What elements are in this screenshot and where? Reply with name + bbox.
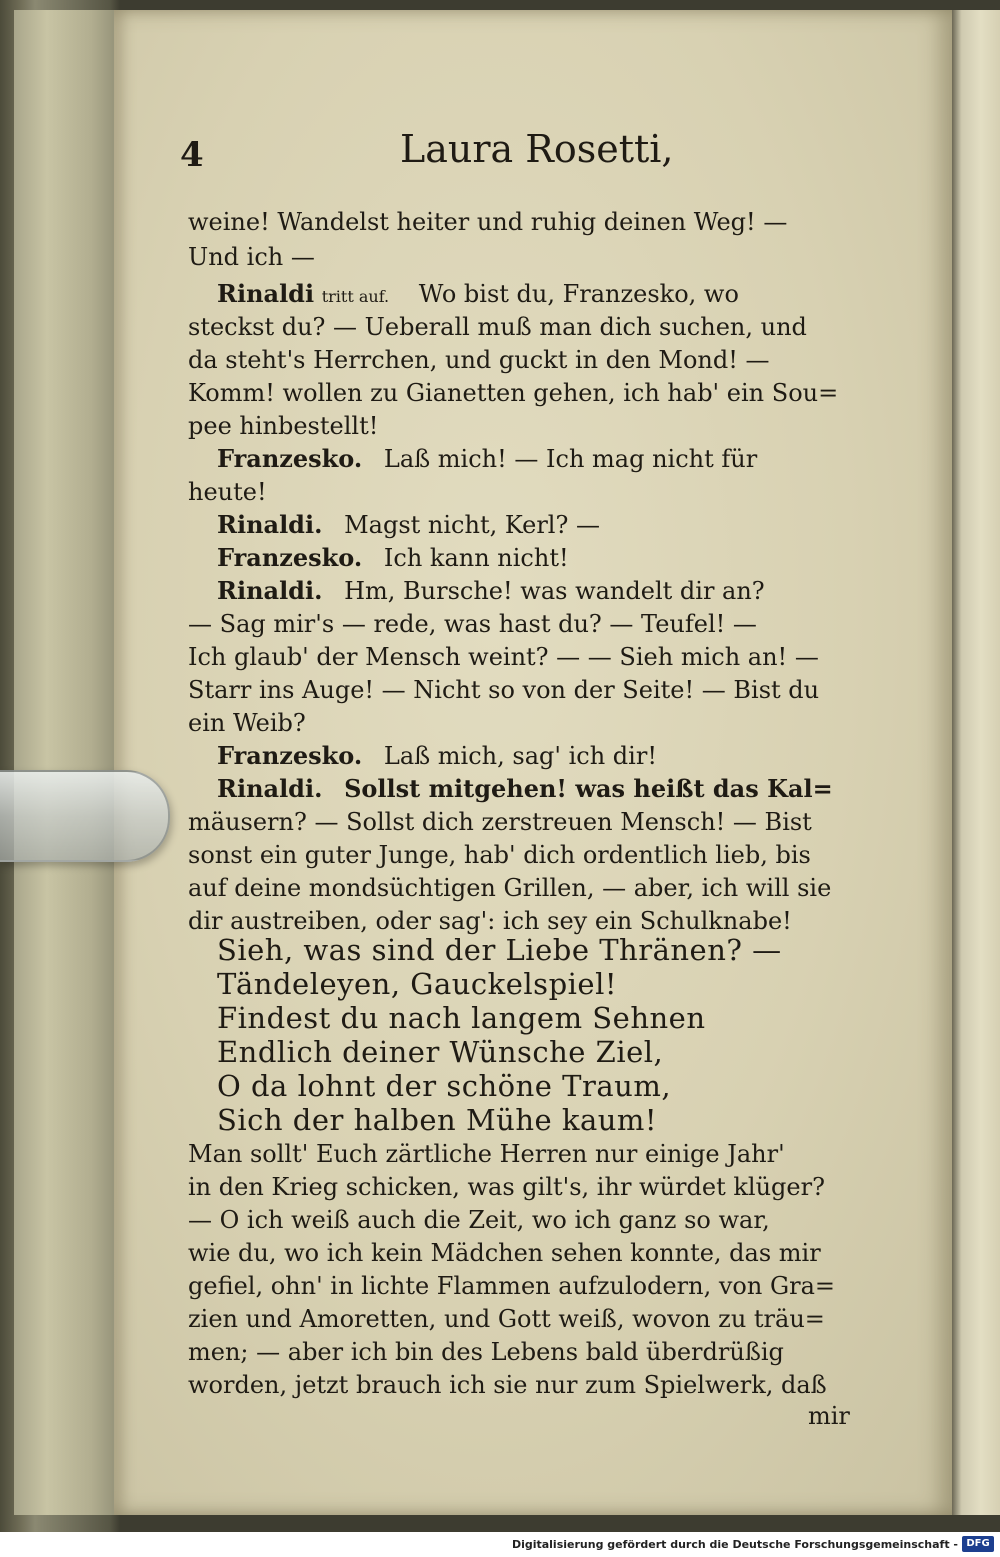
- text-line: — O ich weiß auch die Zeit, wo ich ganz so war,: [188, 1206, 770, 1234]
- text-line: da steht's Herrchen, und guckt in den Mond! —: [188, 346, 770, 374]
- speaker-name: Franzesko.: [217, 741, 363, 770]
- text-line: weine! Wandelst heiter und ruhig deinen Weg! —: [188, 208, 788, 236]
- dialogue-line: [217, 741, 657, 770]
- text-line: steckst du? — Ueberall muß man dich suchen, und: [188, 313, 807, 341]
- text-line: dir austreiben, oder sag': ich sey ein Schulknabe!: [188, 907, 792, 935]
- dialogue-text: Laß mich! — Ich mag nicht für: [383, 445, 758, 473]
- dialogue-line: [217, 279, 739, 308]
- dialogue-text: Laß mich, sag' ich dir!: [383, 742, 657, 770]
- verse-line: Findest du nach langem Sehnen: [217, 1001, 706, 1035]
- text-line: Man sollt' Euch zärtliche Herren nur einige Jahr': [188, 1140, 785, 1168]
- text-line: — Sag mir's — rede, was hast du? — Teufel! —: [188, 610, 757, 638]
- verse-line: Sieh, was sind der Liebe Thränen? —: [217, 933, 782, 967]
- text-line: gefiel, ohn' in lichte Flammen aufzulodern, von Gra=: [188, 1272, 836, 1300]
- verse-line: Sich der halben Mühe kaum!: [217, 1103, 658, 1137]
- speaker-name: Rinaldi.: [217, 576, 323, 605]
- text-line: Und ich —: [188, 243, 315, 271]
- text-line: Starr ins Auge! — Nicht so von der Seite! — Bist du: [188, 676, 820, 704]
- speaker-name: Rinaldi.: [217, 774, 323, 803]
- dialogue-line: [217, 543, 569, 572]
- text-line: auf deine mondsüchtigen Grillen, — aber, ich will sie: [188, 874, 832, 902]
- speaker-name: Rinaldi: [217, 279, 315, 308]
- text-line: wie du, wo ich kein Mädchen sehen konnte, das mir: [188, 1239, 821, 1267]
- dialogue-text: Magst nicht, Kerl? —: [344, 511, 600, 539]
- text-line: Ich glaub' der Mensch weint? — — Sieh mich an! —: [188, 643, 819, 671]
- speaker-name: Franzesko.: [217, 543, 363, 572]
- text-line: heute!: [188, 478, 267, 506]
- running-title: Laura Rosetti,: [400, 127, 674, 171]
- footer-bar: [0, 1532, 1000, 1557]
- dialogue-line: [217, 774, 833, 803]
- verse-line: Tändeleyen, Gauckelspiel!: [217, 967, 617, 1001]
- page-number: 4: [180, 135, 204, 175]
- book-cover-right: [952, 10, 1000, 1515]
- book-cover-left: [14, 10, 126, 1515]
- dialogue-line: [217, 510, 600, 539]
- verse-line: Endlich deiner Wünsche Ziel,: [217, 1035, 664, 1069]
- text-line: zien und Amoretten, und Gott weiß, wovon zu träu=: [188, 1305, 825, 1333]
- text-line: ein Weib?: [188, 709, 306, 737]
- page-clip-bookmark: [0, 770, 170, 862]
- dialogue-line: [217, 444, 758, 473]
- speaker-name: Rinaldi.: [217, 510, 323, 539]
- dialogue-line: [217, 576, 765, 605]
- footer-credit: Digitalisierung gefördert durch die Deutsche Forschungsgemeinschaft -: [511, 1538, 958, 1551]
- text-line: men; — aber ich bin des Lebens bald überdrüßig: [188, 1338, 784, 1366]
- dialogue-text: Ich kann nicht!: [383, 544, 569, 572]
- dialogue-text: Sollst mitgehen! was heißt das Kal=: [344, 774, 833, 803]
- dfg-logo-icon: DFG: [962, 1536, 994, 1552]
- dialogue-text: Hm, Bursche! was wandelt dir an?: [344, 577, 765, 605]
- text-line: mäusern? — Sollst dich zerstreuen Mensch! — Bist: [188, 808, 812, 836]
- speaker-name: Franzesko.: [217, 444, 363, 473]
- dialogue-text: Wo bist du, Franzesko, wo: [418, 280, 739, 308]
- catchword: mir: [808, 1402, 850, 1430]
- text-line: in den Krieg schicken, was gilt's, ihr würdet klüger?: [188, 1173, 825, 1201]
- stage-direction: tritt auf.: [321, 287, 390, 306]
- text-line: sonst ein guter Junge, hab' dich ordentlich lieb, bis: [188, 841, 811, 869]
- text-line: worden, jetzt brauch ich sie nur zum Spielwerk, daß: [188, 1371, 827, 1399]
- text-line: pee hinbestellt!: [188, 412, 379, 440]
- verse-line: O da lohnt der schöne Traum,: [217, 1069, 672, 1103]
- text-line: Komm! wollen zu Gianetten gehen, ich hab' ein Sou=: [188, 379, 839, 407]
